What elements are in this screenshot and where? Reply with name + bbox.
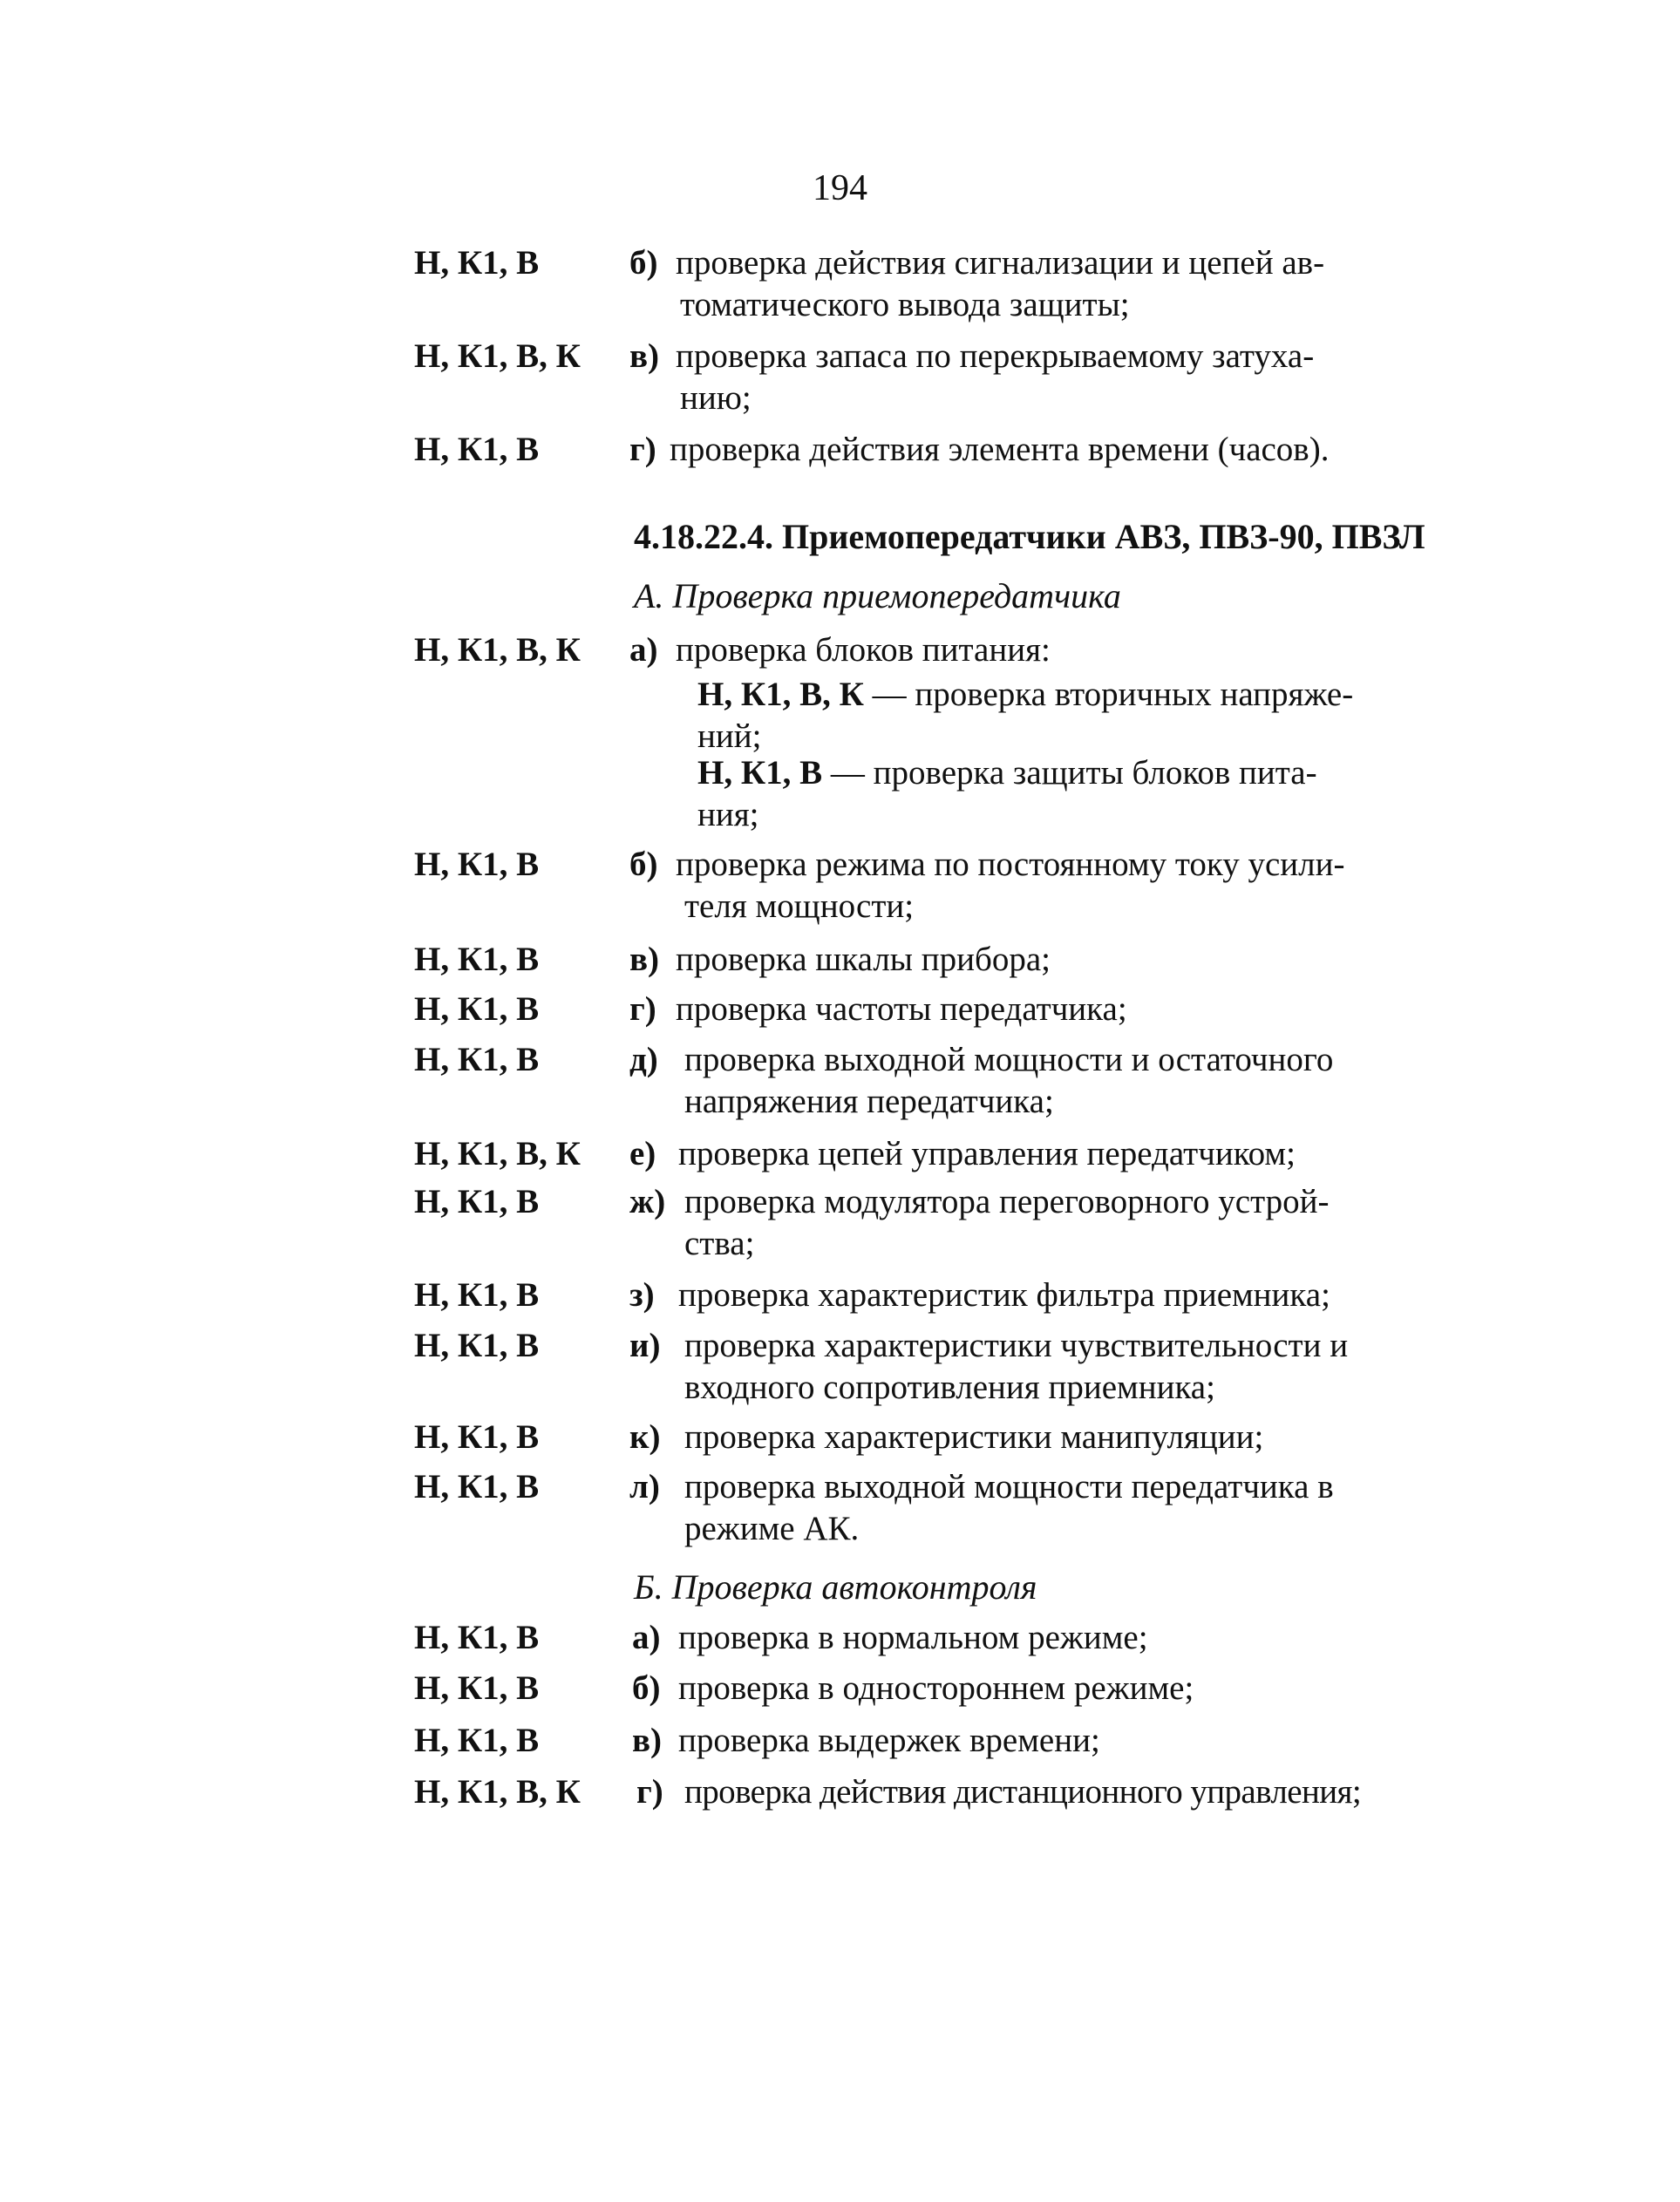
- item-text: проверка характеристик фильтра приемника;: [678, 1276, 1330, 1314]
- check-code: Н, К1, В, К: [697, 676, 864, 713]
- check-code: Н, К1, В: [414, 990, 540, 1028]
- item-letter: л): [629, 1468, 660, 1505]
- item-text: проверка частоты передатчика;: [676, 990, 1127, 1028]
- item-letter: г): [629, 990, 656, 1028]
- item-text: проверка выходной мощности передатчика в режиме АК.: [684, 1468, 1334, 1547]
- item-text: проверка цепей управления передатчиком;: [678, 1135, 1296, 1172]
- item-text: проверка режима по постоянному току усили- теля мощности;: [676, 846, 1345, 925]
- check-code: Н, К1, В, К: [414, 631, 581, 669]
- check-code: Н, К1, В: [414, 1619, 540, 1656]
- check-code: Н, К1, В, К: [414, 337, 581, 375]
- item-text: проверка шкалы прибора;: [676, 941, 1051, 978]
- item-letter: в): [632, 1722, 663, 1759]
- item-letter: г): [636, 1773, 663, 1811]
- check-code: Н, К1, В: [697, 754, 823, 792]
- item-text: проверка характеристики манипуляции;: [684, 1418, 1264, 1456]
- item-letter: б): [629, 846, 658, 883]
- check-code: Н, К1, В: [414, 431, 540, 468]
- item-letter: а): [629, 631, 658, 669]
- sub-item: Н, К1, В — проверка защиты блоков пита- ния;: [697, 754, 1317, 833]
- item-letter: г): [629, 431, 656, 468]
- item-letter: е): [629, 1135, 656, 1172]
- item-text: проверка выдержек времени;: [678, 1722, 1100, 1759]
- subsection-title: А. Проверка приемопередатчика: [634, 576, 1121, 615]
- item-text: проверка действия сигнализации и цепей ав- томатического вывода защиты;: [676, 244, 1325, 323]
- subsection-title: Б. Проверка автоконтроля: [634, 1567, 1037, 1607]
- item-letter: б): [632, 1669, 661, 1707]
- item-text: проверка действия элемента времени (часов).: [670, 431, 1330, 468]
- check-code: Н, К1, В: [414, 1327, 540, 1364]
- page-number: 194: [813, 168, 867, 208]
- item-text: проверка характеристики чувствительности и входного сопротивления приемника;: [684, 1327, 1349, 1406]
- check-code: Н, К1, В: [414, 1722, 540, 1759]
- item-text: проверка блоков питания:: [676, 631, 1051, 669]
- item-text: проверка запаса по перекрываемому затуха- нию;: [676, 337, 1315, 417]
- item-letter: в): [629, 337, 660, 375]
- sub-item: Н, К1, В, К — проверка вторичных напряже- ний;: [697, 676, 1354, 755]
- check-code: Н, К1, В: [414, 846, 540, 883]
- item-text: проверка в нормальном режиме;: [678, 1619, 1148, 1656]
- item-letter: д): [629, 1041, 658, 1078]
- item-text: проверка выходной мощности и остаточного напряжения передатчика;: [684, 1041, 1334, 1120]
- check-code: Н, К1, В, К: [414, 1773, 581, 1811]
- item-letter: а): [632, 1619, 661, 1656]
- item-text: проверка в одностороннем режиме;: [678, 1669, 1194, 1707]
- check-code: Н, К1, В: [414, 1468, 540, 1505]
- item-text: проверка действия дистанционного управления;: [684, 1773, 1362, 1811]
- item-letter: б): [629, 244, 658, 282]
- check-code: Н, К1, В: [414, 1041, 540, 1078]
- check-code: Н, К1, В: [414, 1276, 540, 1314]
- check-code: Н, К1, В: [414, 941, 540, 978]
- item-letter: з): [629, 1276, 655, 1314]
- check-code: Н, К1, В, К: [414, 1135, 581, 1172]
- item-letter: ж): [629, 1183, 666, 1220]
- item-text: проверка модулятора переговорного устрой- ства;: [684, 1183, 1330, 1262]
- check-code: Н, К1, В: [414, 1669, 540, 1707]
- section-heading: 4.18.22.4. Приемопередатчики АВЗ, ПВЗ-90, ПВЗЛ: [634, 517, 1425, 556]
- item-letter: в): [629, 941, 660, 978]
- item-letter: к): [629, 1418, 661, 1456]
- check-code: Н, К1, В: [414, 244, 540, 282]
- check-code: Н, К1, В: [414, 1418, 540, 1456]
- item-letter: и): [629, 1327, 661, 1364]
- check-code: Н, К1, В: [414, 1183, 540, 1220]
